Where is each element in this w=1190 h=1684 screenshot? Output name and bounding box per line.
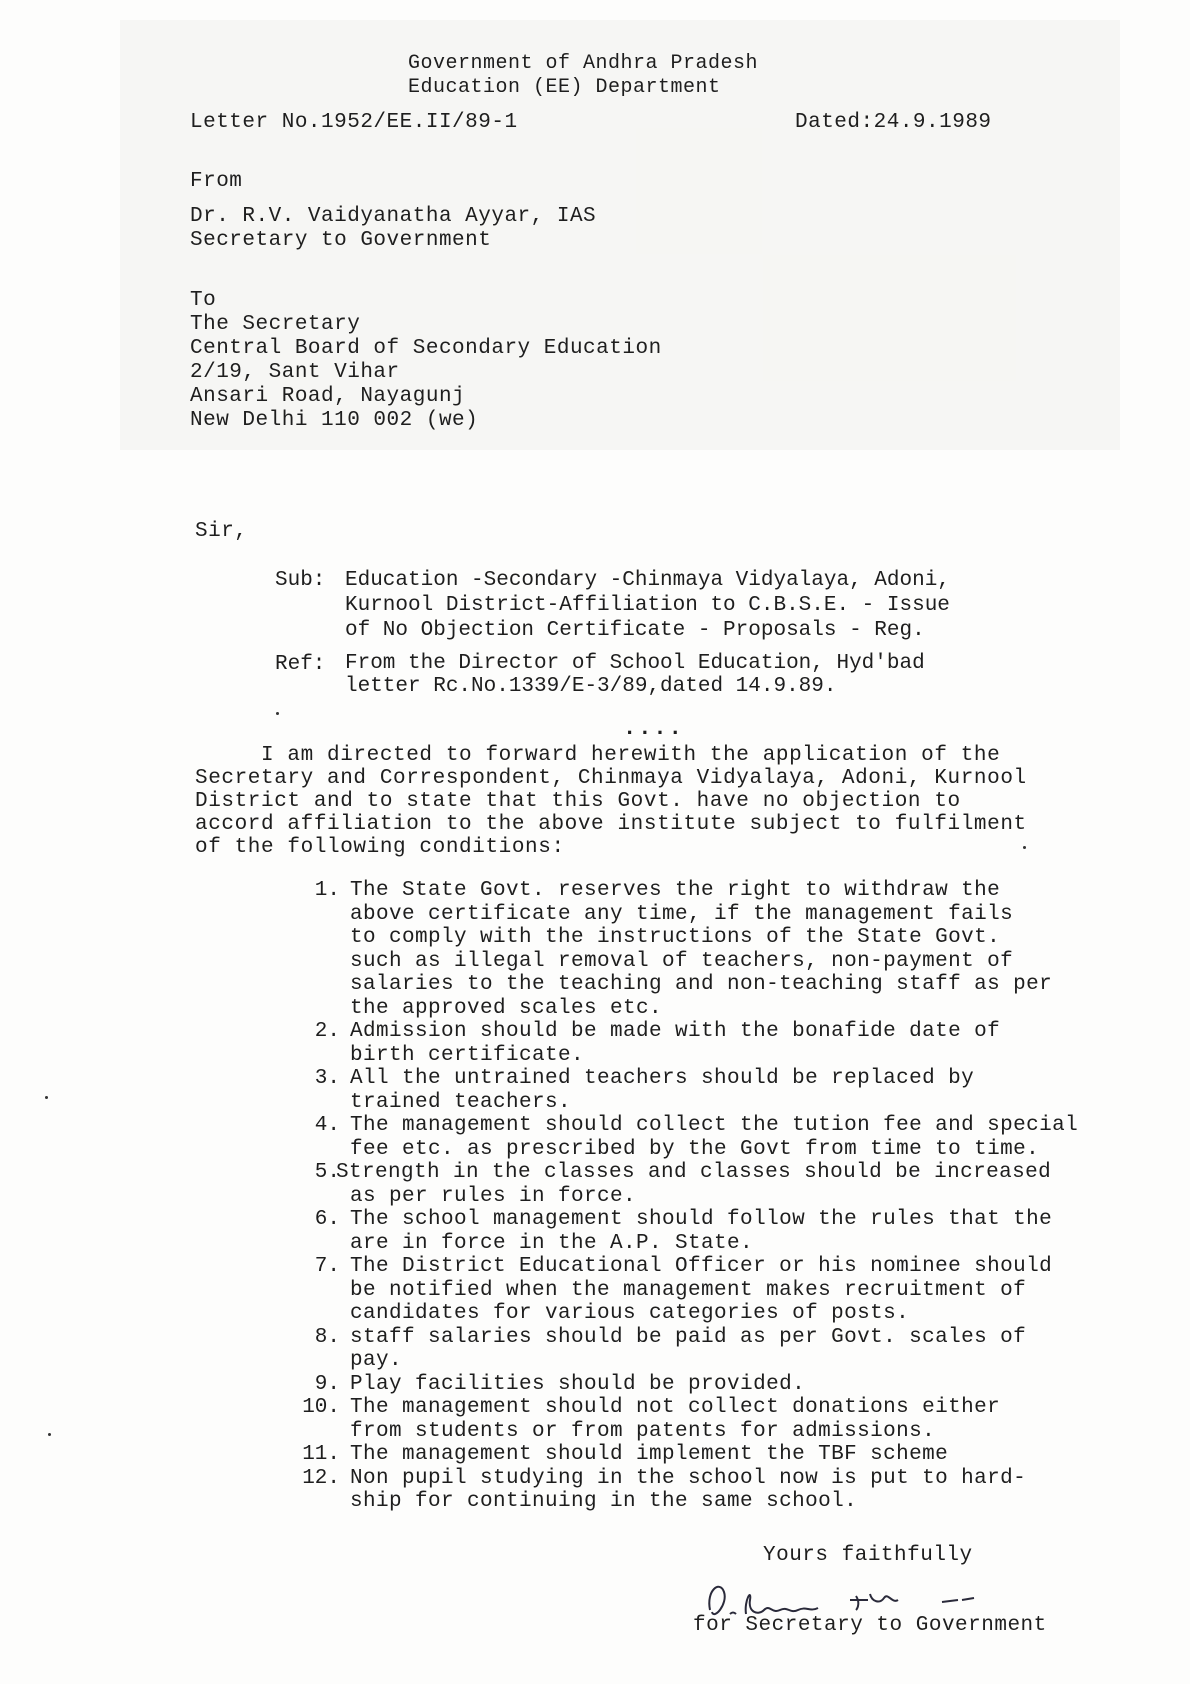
subject-line: Kurnool District-Affiliation to C.B.S.E. - Issue xyxy=(345,594,950,617)
condition-line: from students or from patents for admissions. xyxy=(350,1419,936,1443)
salutation: Sir, xyxy=(195,520,248,543)
condition-number: 8. xyxy=(314,1325,340,1349)
condition-item xyxy=(290,1373,1120,1397)
scan-speck xyxy=(48,1433,51,1436)
condition-line: The State Govt. reserves the right to withdraw the xyxy=(350,879,1001,902)
scan-speck xyxy=(1023,846,1026,849)
subject-line: Education -Secondary -Chinmaya Vidyalaya, Adoni, xyxy=(345,569,950,592)
condition-line: All the untrained teachers should be replaced by xyxy=(350,1067,975,1090)
condition-item xyxy=(290,1443,1120,1467)
scan-speck xyxy=(276,712,279,715)
condition-line: be notified when the management makes recruitment of xyxy=(350,1278,1027,1302)
condition-line: are in force in the A.P. State. xyxy=(350,1231,754,1255)
condition-item xyxy=(290,1326,1120,1373)
condition-item xyxy=(290,1161,1120,1208)
condition-line: The management should not collect donations either xyxy=(350,1396,1001,1419)
to-address-line: 2/19, Sant Vihar xyxy=(190,361,400,384)
condition-line: pay. xyxy=(350,1349,403,1372)
reference-line: From the Director of School Education, Hyd'bad xyxy=(345,652,925,675)
letter-date: Dated:24.9.1989 xyxy=(795,111,992,134)
body-line: accord affiliation to the above institute subject to fulfilment xyxy=(195,813,1027,836)
condition-line: trained teachers. xyxy=(350,1090,572,1114)
condition-line: birth certificate. xyxy=(350,1043,585,1067)
condition-item xyxy=(290,1467,1120,1514)
condition-number: 7. xyxy=(314,1255,340,1278)
condition-line: fee etc. as prescribed by the Govt from time to time. xyxy=(350,1137,1040,1161)
body-line: of the following conditions: xyxy=(195,836,565,859)
condition-item xyxy=(290,1255,1120,1326)
condition-number: 11. xyxy=(302,1443,340,1466)
closing-line: Yours faithfully xyxy=(763,1544,973,1567)
condition-line: The management should collect the tution fee and special xyxy=(350,1114,1079,1137)
condition-number: 5. xyxy=(314,1161,340,1184)
to-address-line: Central Board of Secondary Education xyxy=(190,337,662,360)
condition-line: ship for continuing in the same school. xyxy=(350,1490,858,1513)
to-address-line: Ansari Road, Nayagunj xyxy=(190,385,466,408)
body-line: Secretary and Correspondent, Chinmaya Vidyalaya, Adoni, Kurnool xyxy=(195,767,1027,790)
condition-item xyxy=(290,1396,1120,1443)
condition-line: Play facilities should be provided. xyxy=(350,1372,806,1396)
letter-number: Letter No.1952/EE.II/89-1 xyxy=(190,111,518,134)
body-line: I am directed to forward herewith the application of the xyxy=(195,744,1001,767)
condition-line: Strength in the classes and classes should be increased xyxy=(336,1161,1052,1184)
signatory-line: for Secretary to Government xyxy=(693,1614,1047,1637)
reference-line: letter Rc.No.1339/E-3/89,dated 14.9.89. xyxy=(345,675,837,698)
subject-line: of No Objection Certificate - Proposals - Reg. xyxy=(345,619,925,642)
to-address-line: New Delhi 110 002 (we) xyxy=(190,409,479,432)
condition-number: 6. xyxy=(314,1208,340,1231)
to-address-line: The Secretary xyxy=(190,313,361,336)
condition-line: salaries to the teaching and non-teaching staff as per xyxy=(350,973,1053,996)
condition-line: Admission should be made with the bonafide date of xyxy=(350,1020,1001,1043)
subject-label: Sub: xyxy=(275,569,326,592)
condition-number: 10. xyxy=(302,1396,340,1419)
condition-number: 9. xyxy=(314,1372,340,1396)
body-paragraph xyxy=(195,744,1095,859)
to-label: To xyxy=(190,289,217,312)
scan-speck xyxy=(45,1096,48,1099)
condition-item xyxy=(290,879,1120,1020)
reference-label: Ref: xyxy=(275,653,326,676)
condition-item xyxy=(290,1067,1120,1114)
condition-line: the approved scales etc. xyxy=(350,996,663,1020)
condition-line: The management should implement the TBF scheme xyxy=(350,1443,949,1466)
condition-number: 1. xyxy=(314,879,340,902)
condition-line: to comply with the instructions of the State Govt. xyxy=(350,926,1001,949)
condition-line: candidates for various categories of posts. xyxy=(350,1302,910,1325)
header-government: Government of Andhra Pradesh xyxy=(408,52,759,75)
condition-item xyxy=(290,1114,1120,1161)
condition-line: above certificate any time, if the management fails xyxy=(350,902,1014,926)
condition-item xyxy=(290,1208,1120,1255)
condition-number: 3. xyxy=(314,1067,340,1090)
separator-dots: .... xyxy=(623,716,684,741)
from-name: Dr. R.V. Vaidyanatha Ayyar, IAS xyxy=(190,205,597,228)
condition-number: 4. xyxy=(314,1114,340,1137)
conditions-list xyxy=(290,879,1120,1514)
condition-number: 2. xyxy=(314,1020,340,1043)
body-line: District and to state that this Govt. have no objection to xyxy=(195,790,961,813)
condition-line: as per rules in force. xyxy=(350,1184,637,1208)
from-label: From xyxy=(190,170,243,193)
header-department: Education (EE) Department xyxy=(408,76,721,99)
condition-line: Non pupil studying in the school now is put to hard- xyxy=(350,1466,1027,1490)
from-designation: Secretary to Government xyxy=(190,229,492,252)
condition-line: such as illegal removal of teachers, non-payment of xyxy=(350,949,1014,973)
condition-line: The school management should follow the rules that the xyxy=(350,1208,1053,1231)
condition-item xyxy=(290,1020,1120,1067)
condition-line: The District Educational Officer or his nominee should xyxy=(350,1255,1053,1278)
condition-line: staff salaries should be paid as per Govt. scales of xyxy=(350,1325,1027,1349)
condition-number: 12. xyxy=(302,1466,340,1490)
